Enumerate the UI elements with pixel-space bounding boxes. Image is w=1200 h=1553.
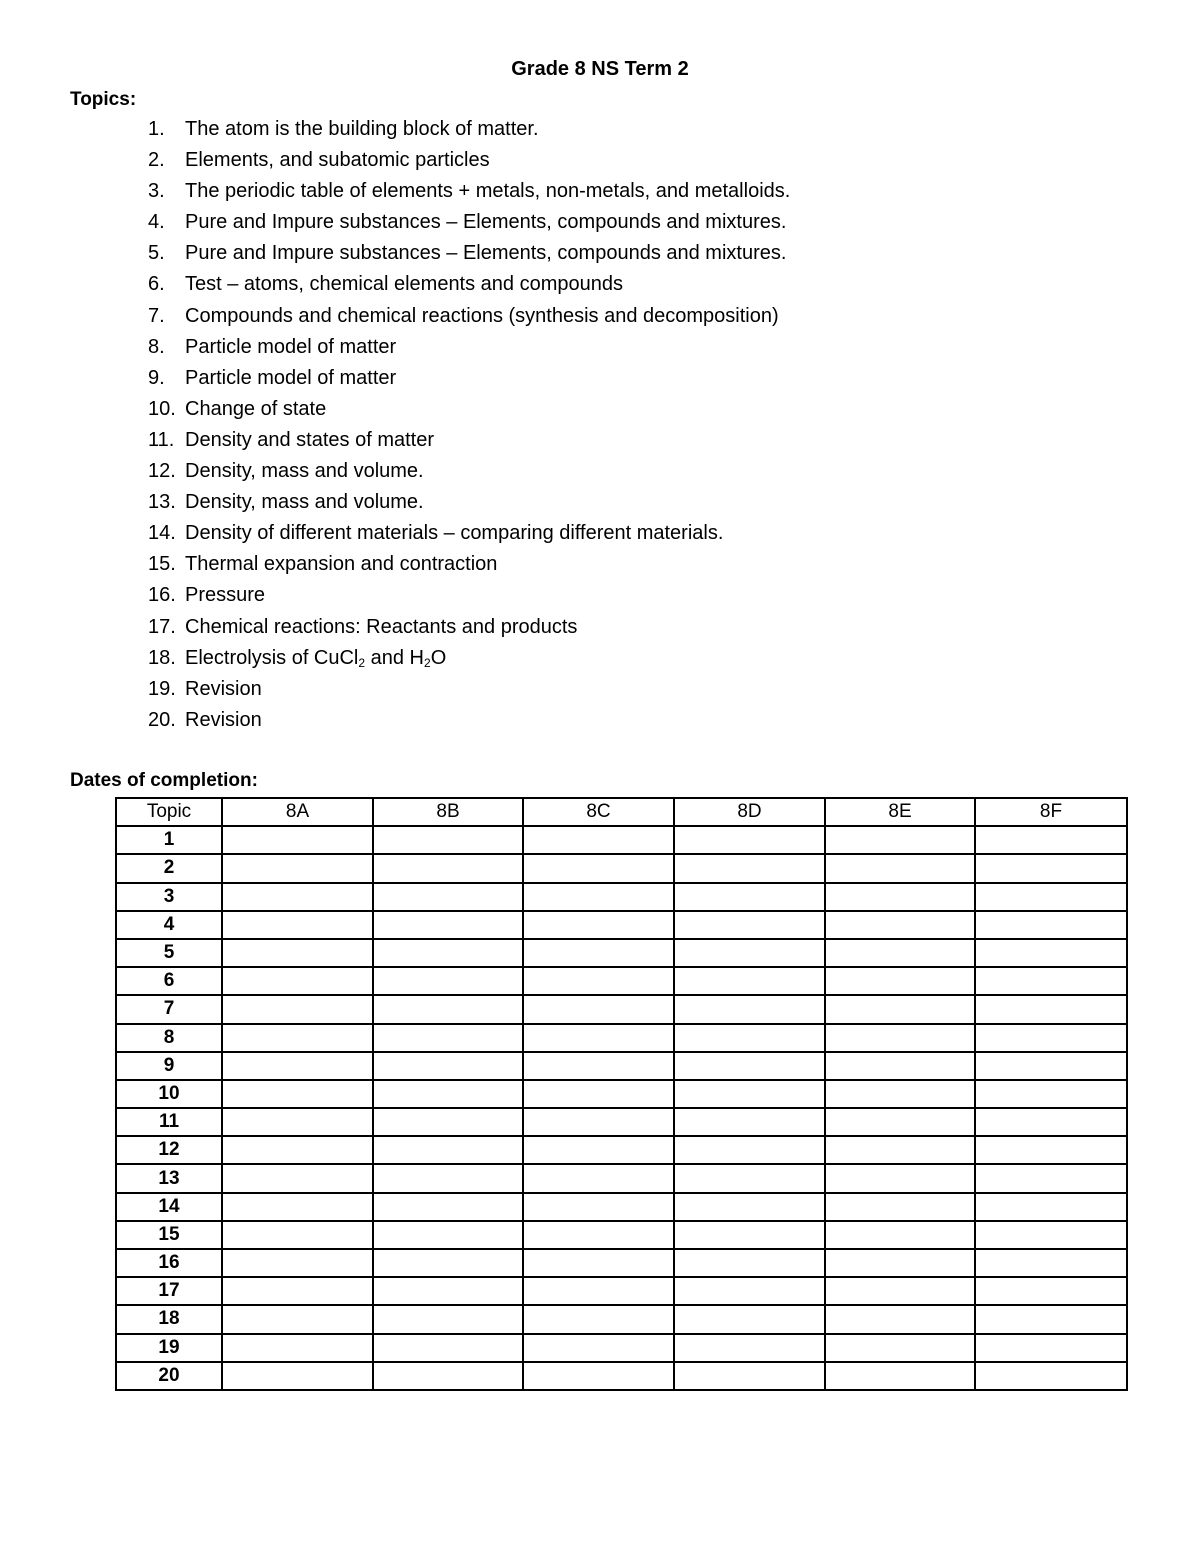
table-row — [116, 1305, 1127, 1333]
completion-date-cell[interactable] — [975, 1024, 1127, 1052]
completion-date-cell[interactable] — [975, 1052, 1127, 1080]
row-topic-number: 10 — [116, 1080, 222, 1108]
topic-text: Density, mass and volume. — [185, 491, 424, 514]
topic-text: Change of state — [185, 397, 327, 420]
completion-date-cell[interactable] — [825, 1362, 975, 1390]
table-row — [116, 854, 1127, 882]
completion-date-cell[interactable] — [222, 1305, 373, 1333]
table-row — [116, 1108, 1127, 1136]
completion-date-cell[interactable] — [523, 1108, 674, 1136]
topic-text: Density of different materials – comparing different materials. — [185, 522, 724, 545]
completion-date-cell[interactable] — [222, 1136, 373, 1164]
topic-text: Revision — [185, 677, 262, 700]
topic-number: 6. — [148, 273, 165, 296]
row-topic-number: 13 — [116, 1164, 222, 1192]
table-row — [116, 1136, 1127, 1164]
topic-number: 20. — [148, 708, 176, 731]
row-topic-number: 4 — [116, 911, 222, 939]
completion-date-cell[interactable] — [975, 995, 1127, 1023]
completion-date-cell[interactable] — [373, 1080, 523, 1108]
completion-date-cell[interactable] — [825, 967, 975, 995]
topic-text — [185, 645, 446, 671]
topic-number: 2. — [148, 149, 165, 172]
row-topic-number: 12 — [116, 1136, 222, 1164]
completion-date-cell[interactable] — [222, 1080, 373, 1108]
completion-date-cell[interactable] — [674, 995, 825, 1023]
completion-date-cell[interactable] — [523, 1277, 674, 1305]
completion-date-cell[interactable] — [674, 1277, 825, 1305]
column-header-topic: Topic — [116, 798, 222, 826]
completion-date-cell[interactable] — [825, 1221, 975, 1249]
completion-table — [115, 797, 1128, 1391]
column-header-class: 8D — [674, 798, 825, 826]
completion-date-cell[interactable] — [975, 1193, 1127, 1221]
topics-heading: Topics: — [70, 89, 137, 110]
topic-text: Particle model of matter — [185, 335, 397, 358]
completion-date-cell[interactable] — [523, 1305, 674, 1333]
completion-date-cell[interactable] — [222, 883, 373, 911]
completion-date-cell[interactable] — [975, 1277, 1127, 1305]
completion-date-cell[interactable] — [222, 1108, 373, 1136]
topic-text: Compounds and chemical reactions (synthesis and decomposition) — [185, 304, 779, 327]
completion-date-cell[interactable] — [975, 1305, 1127, 1333]
completion-date-cell[interactable] — [222, 1277, 373, 1305]
column-header-class: 8B — [373, 798, 523, 826]
topic-number: 4. — [148, 211, 165, 234]
row-topic-number: 7 — [116, 995, 222, 1023]
topic-text: Density, mass and volume. — [185, 460, 424, 483]
completion-date-cell[interactable] — [674, 1052, 825, 1080]
completion-date-cell[interactable] — [373, 1024, 523, 1052]
completion-date-cell[interactable] — [523, 883, 674, 911]
topic-number: 10. — [148, 397, 176, 420]
completion-date-cell[interactable] — [523, 1249, 674, 1277]
completion-date-cell[interactable] — [373, 1136, 523, 1164]
row-topic-number: 3 — [116, 883, 222, 911]
completion-date-cell[interactable] — [674, 1193, 825, 1221]
completion-date-cell[interactable] — [975, 1362, 1127, 1390]
completion-date-cell[interactable] — [674, 1080, 825, 1108]
completion-date-cell[interactable] — [825, 1277, 975, 1305]
table-row — [116, 1164, 1127, 1192]
completion-date-cell[interactable] — [222, 911, 373, 939]
completion-date-cell[interactable] — [523, 939, 674, 967]
completion-date-cell[interactable] — [825, 1164, 975, 1192]
completion-date-cell[interactable] — [523, 1052, 674, 1080]
completion-date-cell[interactable] — [373, 1052, 523, 1080]
topic-number: 16. — [148, 584, 176, 607]
completion-date-cell[interactable] — [975, 1164, 1127, 1192]
table-row — [116, 939, 1127, 967]
table-row — [116, 1362, 1127, 1390]
completion-date-cell[interactable] — [975, 967, 1127, 995]
topic-text: Elements, and subatomic particles — [185, 149, 490, 172]
topic-number: 1. — [148, 118, 165, 140]
table-row — [116, 1277, 1127, 1305]
row-topic-number: 8 — [116, 1024, 222, 1052]
topic-number: 5. — [148, 242, 165, 265]
topic-number: 12. — [148, 460, 176, 483]
completion-date-cell[interactable] — [373, 1221, 523, 1249]
completion-date-cell[interactable] — [825, 883, 975, 911]
row-topic-number: 17 — [116, 1277, 222, 1305]
formula-suffix: O — [430, 646, 447, 669]
row-topic-number: 15 — [116, 1221, 222, 1249]
table-row — [116, 911, 1127, 939]
completion-date-cell[interactable] — [975, 1221, 1127, 1249]
topic-number: 13. — [148, 491, 176, 514]
completion-date-cell[interactable] — [222, 1249, 373, 1277]
completion-date-cell[interactable] — [373, 826, 523, 854]
completion-date-cell[interactable] — [674, 1221, 825, 1249]
completion-date-cell[interactable] — [825, 1249, 975, 1277]
row-topic-number: 14 — [116, 1193, 222, 1221]
row-topic-number: 2 — [116, 854, 222, 882]
completion-date-cell[interactable] — [674, 1334, 825, 1362]
completion-date-cell[interactable] — [523, 1221, 674, 1249]
topic-number: 8. — [148, 335, 165, 358]
formula-middle: and H — [365, 646, 425, 669]
completion-date-cell[interactable] — [975, 1108, 1127, 1136]
completion-date-cell[interactable] — [975, 826, 1127, 854]
topic-text: Density and states of matter — [185, 428, 435, 451]
completion-date-cell[interactable] — [975, 911, 1127, 939]
topic-text: The atom is the building block of matter. — [185, 118, 539, 140]
completion-date-cell[interactable] — [222, 1334, 373, 1362]
completion-date-cell[interactable] — [222, 1362, 373, 1390]
table-header-row — [116, 798, 1127, 826]
completion-date-cell[interactable] — [975, 939, 1127, 967]
topic-number: 9. — [148, 366, 165, 389]
completion-date-cell[interactable] — [523, 1334, 674, 1362]
row-topic-number: 5 — [116, 939, 222, 967]
topic-number: 3. — [148, 180, 165, 203]
completion-date-cell[interactable] — [373, 1362, 523, 1390]
completion-date-cell[interactable] — [825, 1108, 975, 1136]
completion-date-cell[interactable] — [523, 995, 674, 1023]
completion-date-cell[interactable] — [523, 1362, 674, 1390]
page-title: Grade 8 NS Term 2 — [511, 58, 689, 80]
completion-date-cell[interactable] — [825, 854, 975, 882]
completion-date-cell[interactable] — [825, 1305, 975, 1333]
table-row — [116, 1221, 1127, 1249]
completion-date-cell[interactable] — [222, 939, 373, 967]
completion-date-cell[interactable] — [373, 1249, 523, 1277]
completion-date-cell[interactable] — [222, 1221, 373, 1249]
completion-date-cell[interactable] — [674, 1362, 825, 1390]
completion-date-cell[interactable] — [523, 911, 674, 939]
formula-prefix: Electrolysis of CuCl — [185, 646, 359, 669]
topic-text: Chemical reactions: Reactants and products — [185, 615, 578, 638]
completion-date-cell[interactable] — [373, 1193, 523, 1221]
topic-number: 14. — [148, 522, 176, 545]
topic-number: 7. — [148, 304, 165, 327]
completion-date-cell[interactable] — [825, 1080, 975, 1108]
completion-date-cell[interactable] — [373, 1305, 523, 1333]
completion-date-cell[interactable] — [825, 826, 975, 854]
topic-text: Test – atoms, chemical elements and compounds — [185, 273, 623, 296]
completion-date-cell[interactable] — [523, 854, 674, 882]
completion-date-cell[interactable] — [222, 826, 373, 854]
completion-date-cell[interactable] — [373, 911, 523, 939]
completion-date-cell[interactable] — [523, 826, 674, 854]
completion-date-cell[interactable] — [825, 1052, 975, 1080]
completion-date-cell[interactable] — [222, 995, 373, 1023]
completion-date-cell[interactable] — [373, 883, 523, 911]
topic-number: 15. — [148, 553, 176, 576]
completion-date-cell[interactable] — [222, 854, 373, 882]
completion-date-cell[interactable] — [674, 1249, 825, 1277]
completion-date-cell[interactable] — [975, 1136, 1127, 1164]
completion-date-cell[interactable] — [222, 1052, 373, 1080]
completion-date-cell[interactable] — [825, 939, 975, 967]
completion-date-cell[interactable] — [674, 1305, 825, 1333]
completion-date-cell[interactable] — [373, 1164, 523, 1192]
topic-text: Revision — [185, 708, 262, 731]
topic-number: 17. — [148, 615, 176, 638]
completion-date-cell[interactable] — [674, 939, 825, 967]
completion-date-cell[interactable] — [373, 854, 523, 882]
completion-date-cell[interactable] — [222, 1193, 373, 1221]
completion-date-cell[interactable] — [523, 1024, 674, 1052]
table-body — [116, 826, 1127, 1390]
completion-date-cell[interactable] — [523, 1136, 674, 1164]
table-row — [116, 826, 1127, 854]
row-topic-number: 18 — [116, 1305, 222, 1333]
formula-subscript: 2 — [358, 655, 366, 670]
completion-date-cell[interactable] — [222, 1024, 373, 1052]
completion-date-cell[interactable] — [373, 1334, 523, 1362]
completion-date-cell[interactable] — [674, 883, 825, 911]
topic-text: Pure and Impure substances – Elements, compounds and mixtures. — [185, 211, 787, 234]
column-header-class: 8A — [222, 798, 373, 826]
topic-text: Pure and Impure substances – Elements, compounds and mixtures. — [185, 242, 787, 265]
row-topic-number: 11 — [116, 1108, 222, 1136]
topic-text: The periodic table of elements + metals, non-metals, and metalloids. — [185, 180, 791, 203]
completion-date-cell[interactable] — [674, 826, 825, 854]
completion-date-cell[interactable] — [975, 1249, 1127, 1277]
topic-text: Particle model of matter — [185, 366, 397, 389]
completion-date-cell[interactable] — [373, 939, 523, 967]
completion-date-cell[interactable] — [825, 1334, 975, 1362]
row-topic-number: 1 — [116, 826, 222, 854]
column-header-class: 8C — [523, 798, 674, 826]
completion-date-cell[interactable] — [373, 1108, 523, 1136]
row-topic-number: 19 — [116, 1334, 222, 1362]
topic-number: 18. — [148, 646, 176, 669]
completion-date-cell[interactable] — [674, 1024, 825, 1052]
completion-date-cell[interactable] — [222, 967, 373, 995]
completion-date-cell[interactable] — [975, 883, 1127, 911]
completion-date-cell[interactable] — [674, 1164, 825, 1192]
completion-date-cell[interactable] — [674, 967, 825, 995]
completion-date-cell[interactable] — [674, 1108, 825, 1136]
table-row — [116, 883, 1127, 911]
completion-date-cell[interactable] — [373, 967, 523, 995]
topic-text: Thermal expansion and contraction — [185, 553, 498, 576]
table-row — [116, 1249, 1127, 1277]
formula-subscript: 2 — [424, 655, 431, 670]
row-topic-number: 6 — [116, 967, 222, 995]
table-row — [116, 1334, 1127, 1362]
completion-date-cell[interactable] — [825, 995, 975, 1023]
table-row — [116, 1052, 1127, 1080]
table-row — [116, 1080, 1127, 1108]
completion-date-cell[interactable] — [523, 967, 674, 995]
completion-date-cell[interactable] — [674, 1136, 825, 1164]
topic-number: 11. — [148, 428, 175, 451]
completion-date-cell[interactable] — [825, 1193, 975, 1221]
completion-date-cell[interactable] — [222, 1164, 373, 1192]
row-topic-number: 20 — [116, 1362, 222, 1390]
completion-date-cell[interactable] — [975, 854, 1127, 882]
completion-date-cell[interactable] — [975, 1080, 1127, 1108]
row-topic-number: 9 — [116, 1052, 222, 1080]
topic-text: Pressure — [185, 584, 266, 607]
column-header-class: 8E — [825, 798, 975, 826]
completion-date-cell[interactable] — [523, 1080, 674, 1108]
topic-number: 19. — [148, 677, 176, 700]
completion-date-cell[interactable] — [825, 1024, 975, 1052]
completion-date-cell[interactable] — [674, 854, 825, 882]
completion-date-cell[interactable] — [523, 1164, 674, 1192]
completion-date-cell[interactable] — [674, 911, 825, 939]
completion-date-cell[interactable] — [825, 911, 975, 939]
table-row — [116, 995, 1127, 1023]
column-header-class: 8F — [975, 798, 1127, 826]
table-row — [116, 1024, 1127, 1052]
dates-heading: Dates of completion: — [70, 770, 258, 791]
completion-date-cell[interactable] — [373, 995, 523, 1023]
completion-date-cell[interactable] — [825, 1136, 975, 1164]
table-row — [116, 1193, 1127, 1221]
completion-date-cell[interactable] — [373, 1277, 523, 1305]
table-row — [116, 967, 1127, 995]
row-topic-number: 16 — [116, 1249, 222, 1277]
completion-date-cell[interactable] — [523, 1193, 674, 1221]
completion-date-cell[interactable] — [975, 1334, 1127, 1362]
